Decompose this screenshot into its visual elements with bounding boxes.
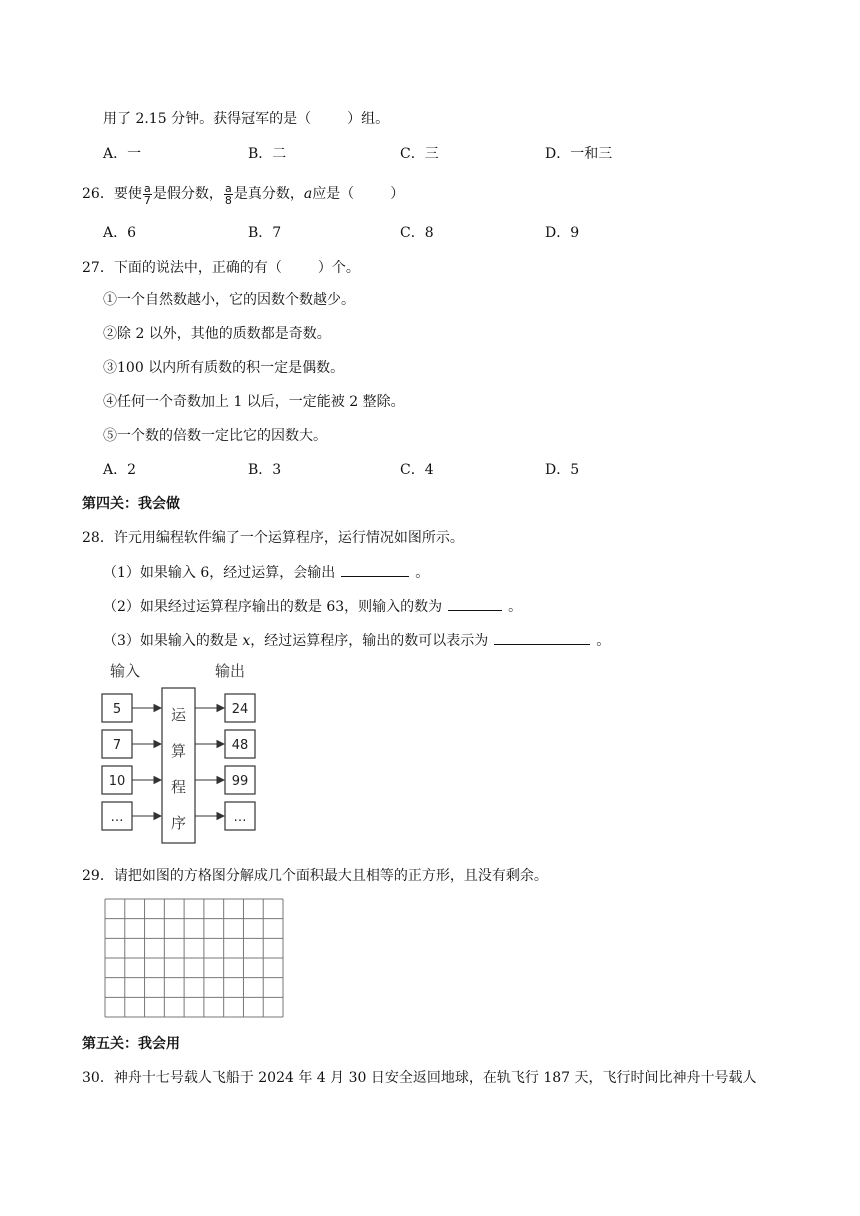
q27-statement-2: ②除 2 以外，其他的质数都是奇数。 (103, 326, 331, 342)
q25-option-a[interactable]: A．一 (103, 146, 142, 162)
fraction-a-over-7: $\frac{a}{7}$ (143, 181, 151, 207)
input-value: 10 (108, 774, 126, 789)
q28-blank-3[interactable] (494, 630, 590, 645)
diagram-output-label: 输出 (215, 662, 246, 680)
output-value: 48 (231, 738, 249, 753)
q28-blank-2[interactable] (448, 596, 502, 611)
q27-statement-1: ①一个自然数越小，它的因数个数越少。 (103, 292, 355, 308)
q26-option-d[interactable]: D．9 (545, 225, 580, 241)
q27-option-b[interactable]: B．3 (248, 462, 282, 478)
program-char: 运 (170, 706, 187, 724)
square-grid (104, 898, 286, 1020)
section-5-heading: 第五关：我会用 (82, 1036, 180, 1052)
q28-stem: 28．许元用编程软件编了一个运算程序，运行情况如图所示。 (82, 530, 464, 546)
q30-stem: 30．神舟十七号载人飞船于 2024 年 4 月 30 日安全返回地球，在轨飞行 187 天，飞行时间比神舟十号载人 (82, 1070, 757, 1086)
q28-sub-2: （2）如果经过运算程序输出的数是 63，则输入的数为 。 (103, 596, 522, 617)
diagram-input-label: 输入 (110, 662, 141, 680)
output-value: 99 (231, 774, 249, 789)
section-4-heading: 第四关：我会做 (82, 496, 180, 512)
q28-blank-1[interactable] (341, 562, 409, 577)
fraction-a-over-8: $\frac{a}{8}$ (224, 181, 232, 207)
q28-sub-3: （3）如果输入的数是 x，经过运算程序，输出的数可以表示为 。 (103, 630, 610, 651)
q26-option-c[interactable]: C．8 (400, 225, 434, 241)
program-char: 程 (170, 778, 187, 796)
q29-stem: 29．请把如图的方格图分解成几个面积最大且相等的正方形，且没有剩余。 (82, 868, 548, 884)
program-char: 序 (170, 814, 187, 832)
q28-sub-1: （1）如果输入 6，经过运算，会输出 。 (103, 562, 429, 583)
q27-option-a[interactable]: A．2 (103, 462, 137, 478)
q25-option-d[interactable]: D．一和三 (545, 146, 613, 162)
q26-option-a[interactable]: A．6 (103, 225, 137, 241)
q25-option-b[interactable]: B．二 (248, 146, 287, 162)
q25-stem-tail: 用了 2.15 分钟。获得冠军的是（ ）组。 (103, 111, 390, 127)
q27-statement-3: ③100 以内所有质数的积一定是偶数。 (103, 360, 345, 376)
q27-statement-5: ⑤一个数的倍数一定比它的因数大。 (103, 428, 327, 444)
q26-stem: 26．要使 $\frac{a}{7}$ 是假分数， $\frac{a}{8}$ 是真分数，a应是（ ） (82, 181, 405, 207)
program-diagram (96, 656, 262, 846)
input-value: 5 (112, 702, 122, 717)
input-value: 7 (112, 738, 122, 753)
input-value: … (110, 810, 124, 825)
q27-option-d[interactable]: D．5 (545, 462, 580, 478)
output-value: 24 (231, 702, 249, 717)
q27-statement-4: ④任何一个奇数加上 1 以后，一定能被 2 整除。 (103, 394, 405, 410)
q26-option-b[interactable]: B．7 (248, 225, 282, 241)
q25-option-c[interactable]: C．三 (400, 146, 439, 162)
output-value: … (233, 810, 247, 825)
q27-option-c[interactable]: C．4 (400, 462, 434, 478)
program-char: 算 (170, 742, 187, 760)
q27-stem: 27．下面的说法中，正确的有（ ）个。 (82, 260, 360, 276)
